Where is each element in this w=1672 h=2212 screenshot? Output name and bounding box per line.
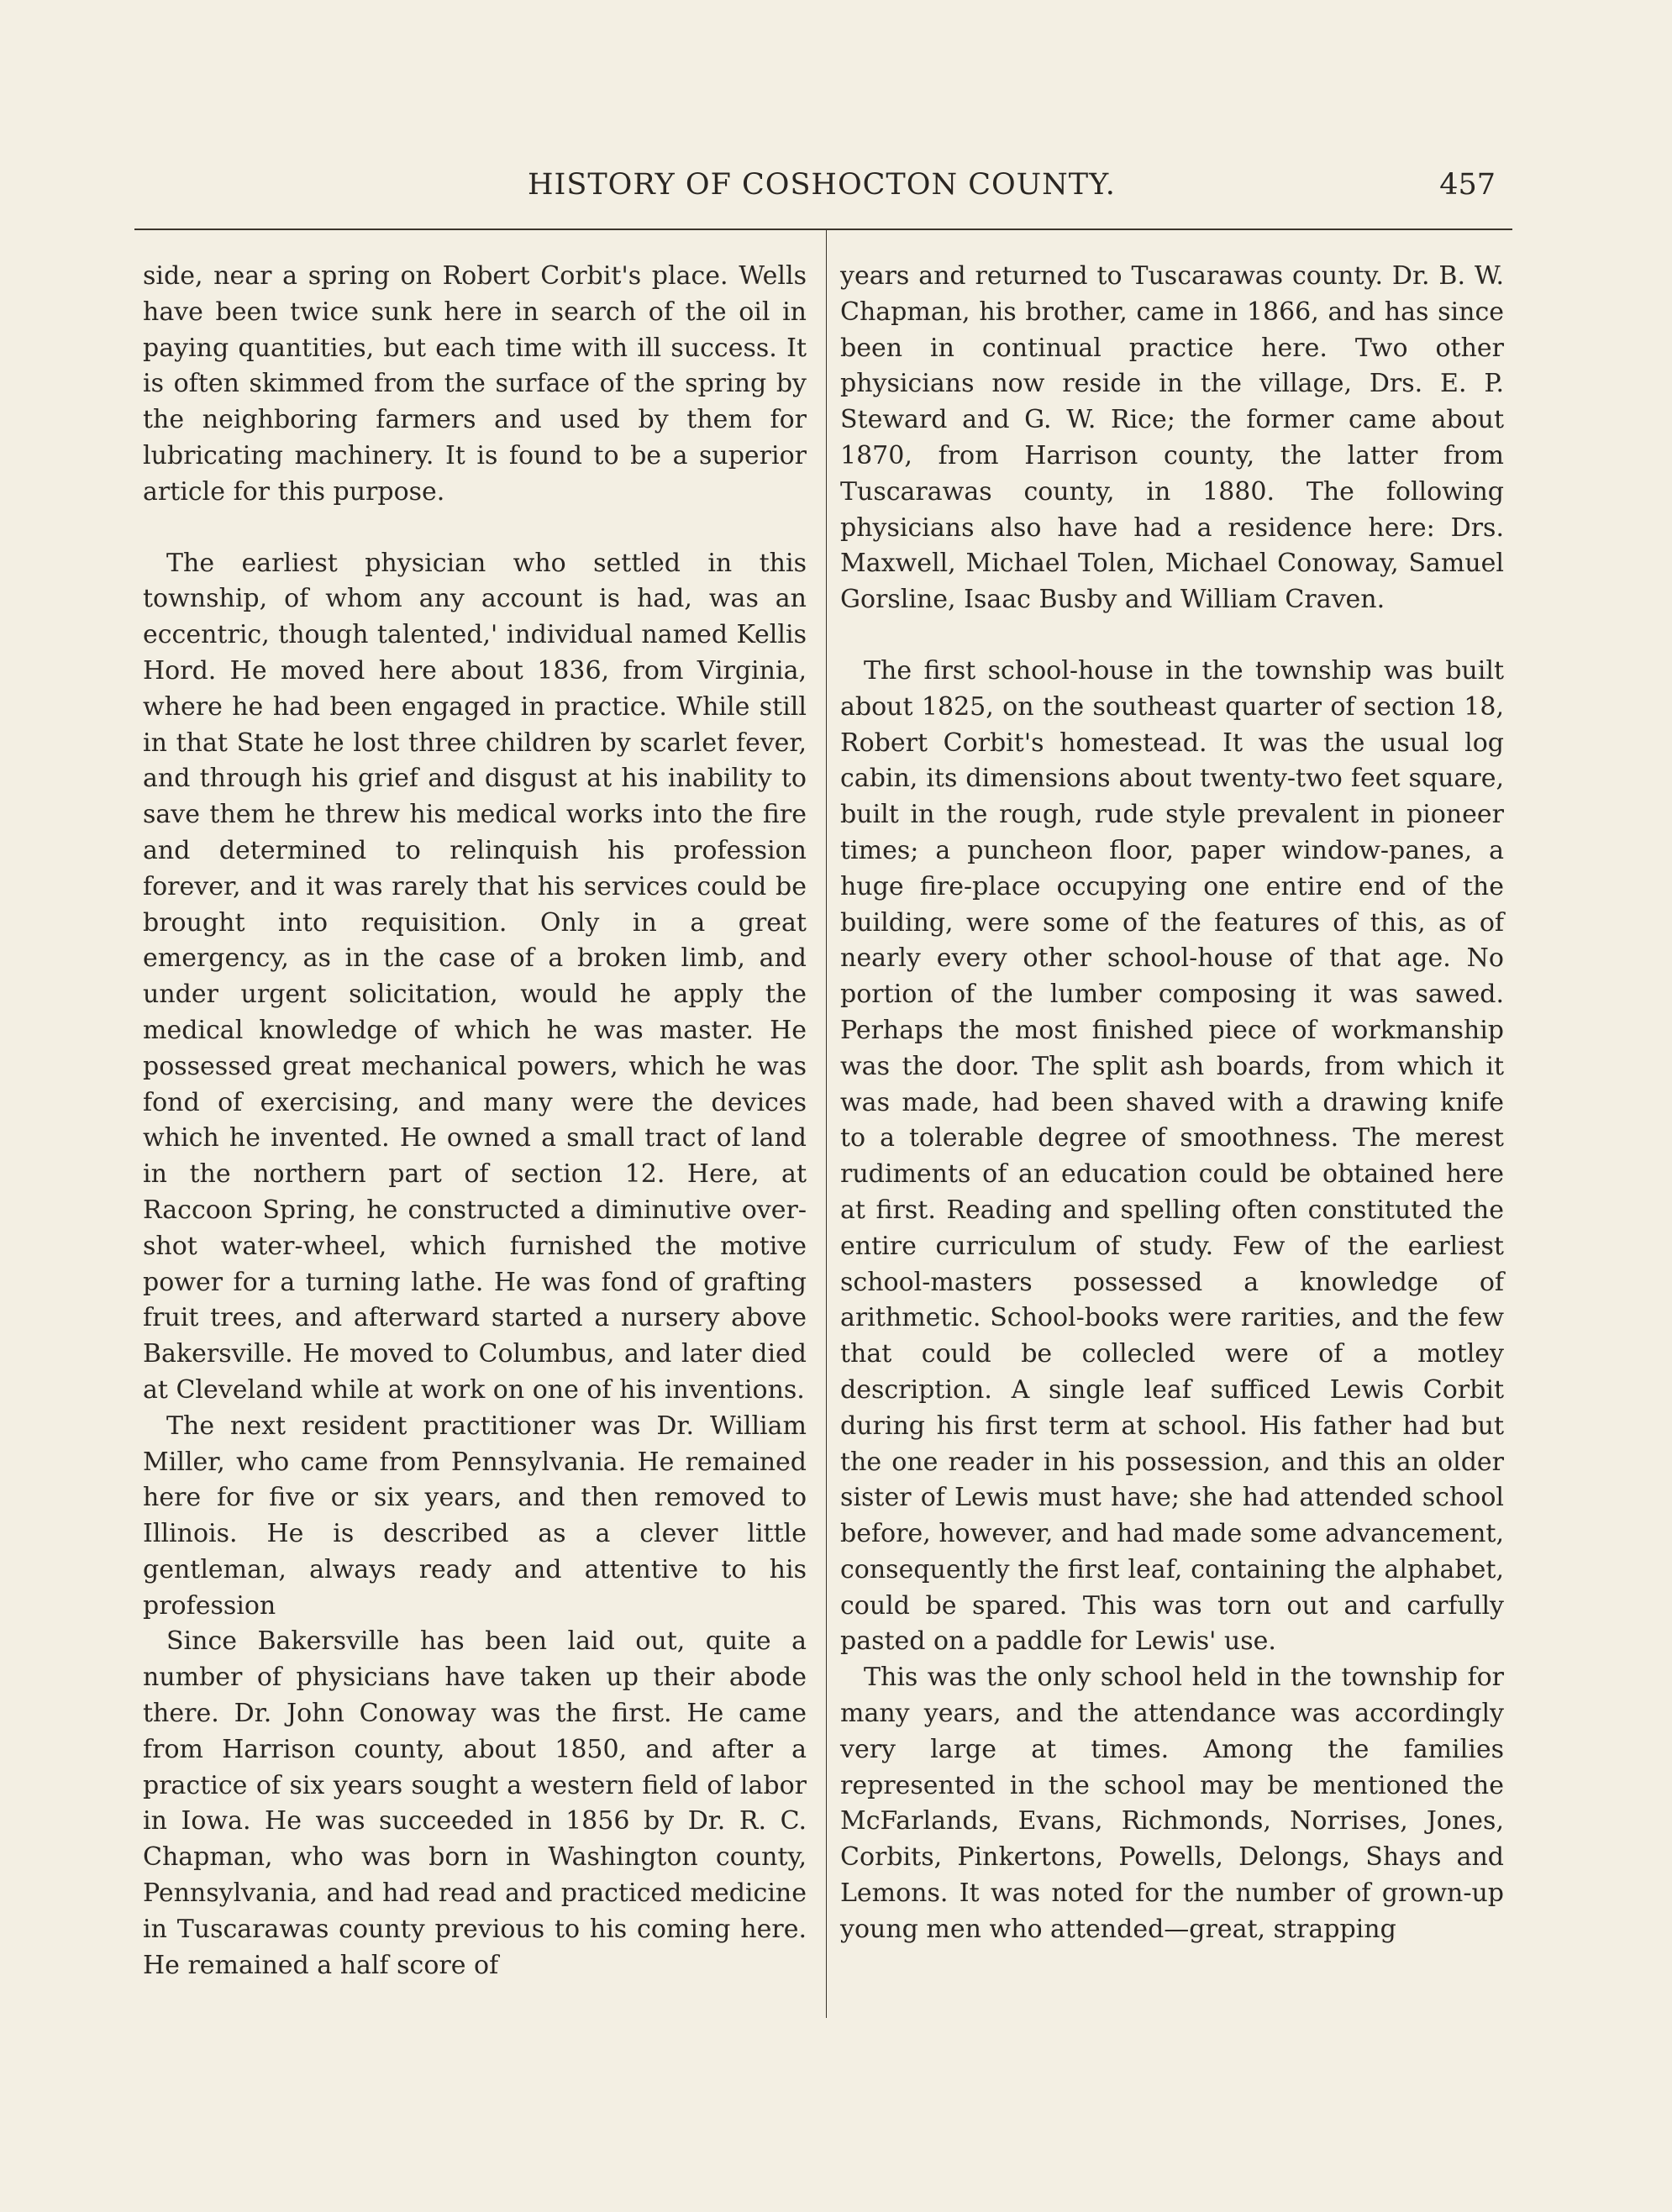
paragraph: This was the only school held in the township for many years, and the attendance was accordingly very large at times. Among the families represented in the school may be mentioned the McFarlands, Evans, Richmonds, Norrises, Jones, Corbits, Pinkertons, Powells, Delongs, Shays and Lemons. It was noted for the number of grown-up young men who attended—great, strapping	[840, 1663, 1504, 1944]
left-column	[143, 259, 807, 1983]
paragraph: Since Bakersville has been laid out, quite a number of physicians have taken up their abode there. Dr. John Conoway was the first. He came from Harrison county, about 1850, and after a practice of six years sought a western field of labor in Iowa. He was succeeded in 1856 by Dr. R. C. Chapman, who was born in Washington county, Pennsylvania, and had read and practiced medicine in Tuscarawas county previous to his coming here. He remained a half score of	[143, 1626, 807, 1980]
header-rule	[134, 229, 1512, 230]
paragraph: The next resident practitioner was Dr. William Miller, who came from Pennsylvania. He remained here for five or six years, and then removed to Illinois. He is described as a clever little gentleman, always ready and attentive to his profession	[143, 1411, 807, 1621]
right-column	[840, 259, 1504, 1948]
page-header	[134, 168, 1512, 227]
paragraph: The first school-house in the township was built about 1825, on the southeast quarter of section 18, Robert Corbit's homestead. It was the usual log cabin, its dimensions about twenty-two feet square, built in the rough, rude style prevalent in pioneer times; a puncheon floor, paper window-panes, a huge fire-place occupying one entire end of the building, were some of the features of this, as of nearly every other school-house of that age. No portion of the lumber composing it was sawed. Perhaps the most finished piece of workmanship was the door. The split ash boards, from which it was made, had been shaved with a drawing knife to a tolerable degree of smoothness. The merest rudiments of an education could be obtained here at first. Reading and spelling often constituted the entire curriculum of study. Few of the earliest school-masters possessed a knowledge of arithmetic. School-books were rarities, and the few that could be collecled were of a motley description. A single leaf sufficed Lewis Corbit during his first term at school. His father had but the one reader in his possession, and this an older sister of Lewis must have; she had attended school before, however, and had made some advancement, consequently the first leaf, containing the alphabet, could be spared. This was torn out and carfully pasted on a paddle for Lewis' use.	[840, 655, 1504, 1657]
page-title: HISTORY OF COSHOCTON COUNTY.	[528, 168, 1116, 202]
column-divider	[826, 229, 827, 2018]
paragraph: years and returned to Tuscarawas county. Dr. B. W. Chapman, his brother, came in 1866, and has since been in continual practice here. Two other physicians now reside in the village, Drs. E. P. Steward and G. W. Rice; the former came about 1870, from Harrison county, the latter from Tuscarawas county, in 1880. The following physicians also have had a residence here: Drs. Maxwell, Michael Tolen, Michael Conoway, Samuel Gorsline, Isaac Busby and William Craven.	[840, 261, 1504, 615]
paragraph: side, near a spring on Robert Corbit's place. Wells have been twice sunk here in search of the oil in paying quantities, but each time with ill success. It is often skimmed from the surface of the spring by the neighboring farmers and used by them for lubricating machinery. It is found to be a superior article for this purpose.	[143, 261, 807, 507]
paragraph: The earliest physician who settled in this township, of whom any account is had, was an eccentric, though talented,' individual named Kellis Hord. He moved here about 1836, from Virginia, where he had been engaged in practice. While still in that State he lost three children by scarlet fever, and through his grief and disgust at his inability to save them he threw his medical works into the fire and determined to relinquish his profession forever, and it was rarely that his services could be brought into requisition. Only in a great emergency, as in the case of a broken limb, and under urgent solicitation, would he apply the medical knowledge of which he was master. He possessed great mechanical powers, which he was fond of exercising, and many were the devices which he invented. He owned a small tract of land in the northern part of section 12. Here, at Raccoon Spring, he constructed a diminutive over-shot water-wheel, which furnished the motive power for a turning lathe. He was fond of grafting fruit trees, and afterward started a nursery above Bakersville. He moved to Columbus, and later died at Cleveland while at work on one of his inventions.	[143, 548, 807, 1405]
page-number: 457	[1439, 168, 1496, 202]
